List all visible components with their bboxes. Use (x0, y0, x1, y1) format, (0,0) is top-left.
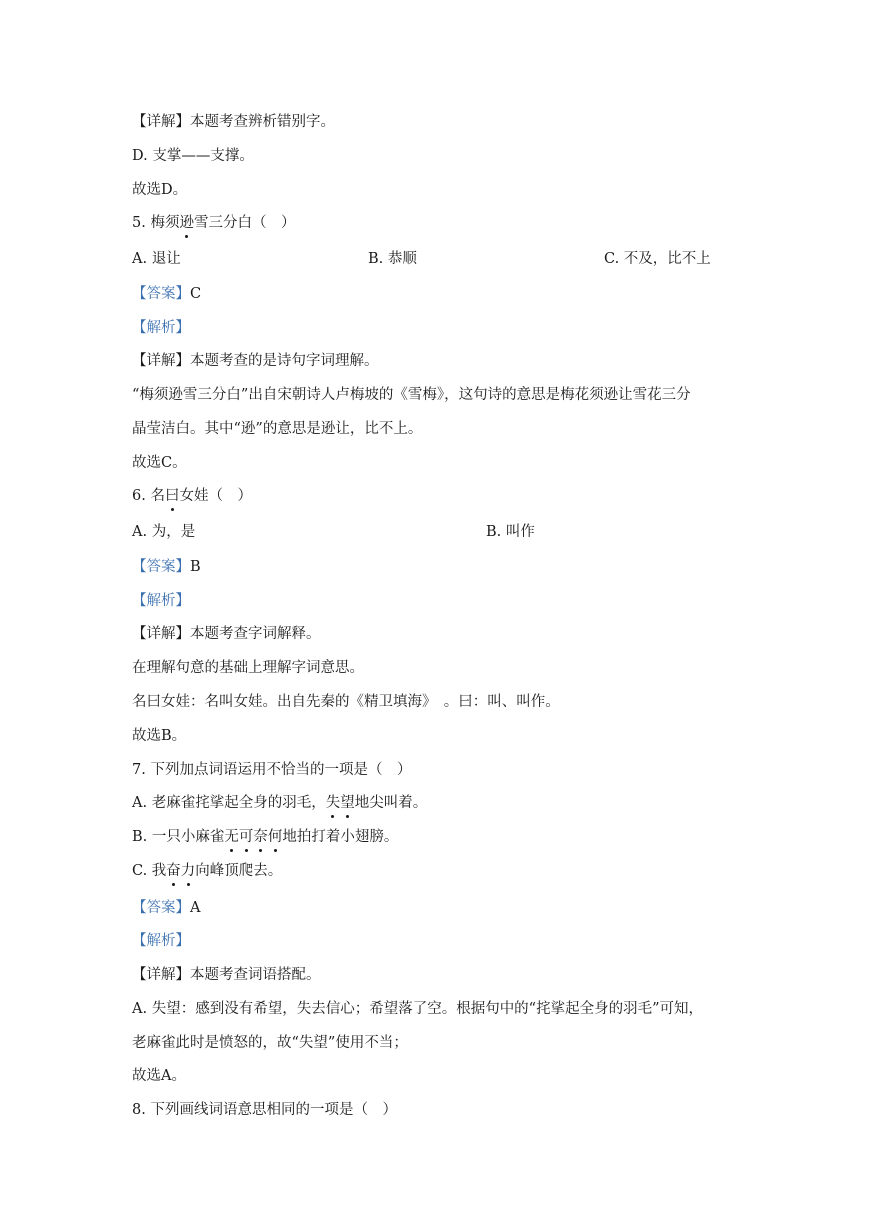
dotted-char: 奈 (253, 829, 268, 845)
detail-line: 【详解】本题考查字词解释。 (132, 626, 321, 642)
question-8-stem: 8. 下列画线词语意思相同的一项是（ ） (132, 1102, 397, 1118)
dotted-char: 失 (325, 795, 341, 811)
analysis-tag: 【解析】 (132, 593, 190, 609)
answer-line (132, 284, 201, 304)
answer-value: A (190, 900, 201, 916)
option-text: 地尖叫着。 (354, 795, 428, 811)
question-7-option-c (132, 861, 282, 881)
question-5-stem (132, 213, 295, 233)
dotted-char: 曰 (164, 488, 180, 504)
stem-text: 6. 名 (132, 488, 165, 504)
option-text: A. 老麻雀挓挲起全身的羽毛， (132, 795, 326, 811)
answer-tag: 【答案】 (132, 286, 190, 302)
analysis-tag: 【解析】 (132, 320, 190, 336)
answer-tag: 【答案】 (132, 559, 190, 575)
answer-line (132, 898, 200, 918)
dotted-char: 力 (180, 863, 196, 879)
question-5-option-a: A. 退让 (132, 251, 181, 267)
question-6-stem (132, 486, 252, 506)
text-line: 老麻雀此时是愤怒的，故“失望”使用不当； (132, 1035, 408, 1051)
answer-value: C (190, 286, 202, 302)
text-line: 名曰女娃：名叫女娃。出自先秦的《精卫填海》 。曰：叫、叫作。 (132, 694, 560, 710)
text-line: 故选A。 (132, 1068, 186, 1084)
stem-text: 女娃（ ） (179, 488, 252, 504)
stem-text: 雪三分白（ ） (193, 215, 296, 231)
analysis-tag: 【解析】 (132, 933, 190, 949)
option-text: 地拍打着小翅膀。 (282, 829, 399, 845)
text-line: A. 失望：感到没有希望，失去信心；希望落了空。根据句中的“挓挲起全身的羽毛”可知， (132, 1001, 704, 1017)
question-7-option-a (132, 793, 427, 813)
dotted-char: 望 (340, 795, 355, 811)
answer-tag: 【答案】 (132, 900, 190, 916)
text-line: 故选B。 (132, 728, 187, 744)
dotted-char: 何 (267, 829, 283, 845)
text-line: 故选D。 (132, 182, 188, 198)
text-line: “梅须逊雪三分白”出自宋朝诗人卢梅坡的《雪梅》，这句诗的意思是梅花须逊让雪花三分 (132, 387, 691, 403)
option-text: 向峰顶爬去。 (195, 863, 283, 879)
answer-value: B (190, 559, 201, 575)
dotted-char: 可 (238, 829, 254, 845)
text-line: D. 支掌——支撑。 (132, 148, 254, 164)
detail-line: 【详解】本题考查的是诗句字词理解。 (132, 353, 379, 369)
dotted-char: 逊 (179, 215, 194, 231)
text-line: 在理解句意的基础上理解字词意思。 (132, 660, 364, 676)
question-5-option-c: C. 不及，比不上 (604, 251, 711, 267)
stem-text: 5. 梅须 (132, 215, 180, 231)
text-line: 【详解】本题考查辨析错别字。 (132, 114, 335, 130)
question-7-option-b (132, 827, 398, 847)
text-line: 故选C。 (132, 455, 187, 471)
option-text: B. 一只小麻雀 (132, 829, 225, 845)
answer-line (132, 557, 201, 577)
option-text: C. 我 (132, 863, 167, 879)
dotted-char: 奋 (166, 863, 181, 879)
question-6-option-b: B. 叫作 (486, 524, 535, 540)
question-7-stem: 7. 下列加点词语运用不恰当的一项是（ ） (132, 762, 412, 778)
question-6-option-a: A. 为，是 (132, 524, 196, 540)
question-5-option-b: B. 恭顺 (368, 251, 417, 267)
detail-line: 【详解】本题考查词语搭配。 (132, 967, 321, 983)
text-line: 晶莹洁白。其中“逊”的意思是逊让，比不上。 (132, 421, 423, 437)
dotted-char: 无 (224, 829, 239, 845)
